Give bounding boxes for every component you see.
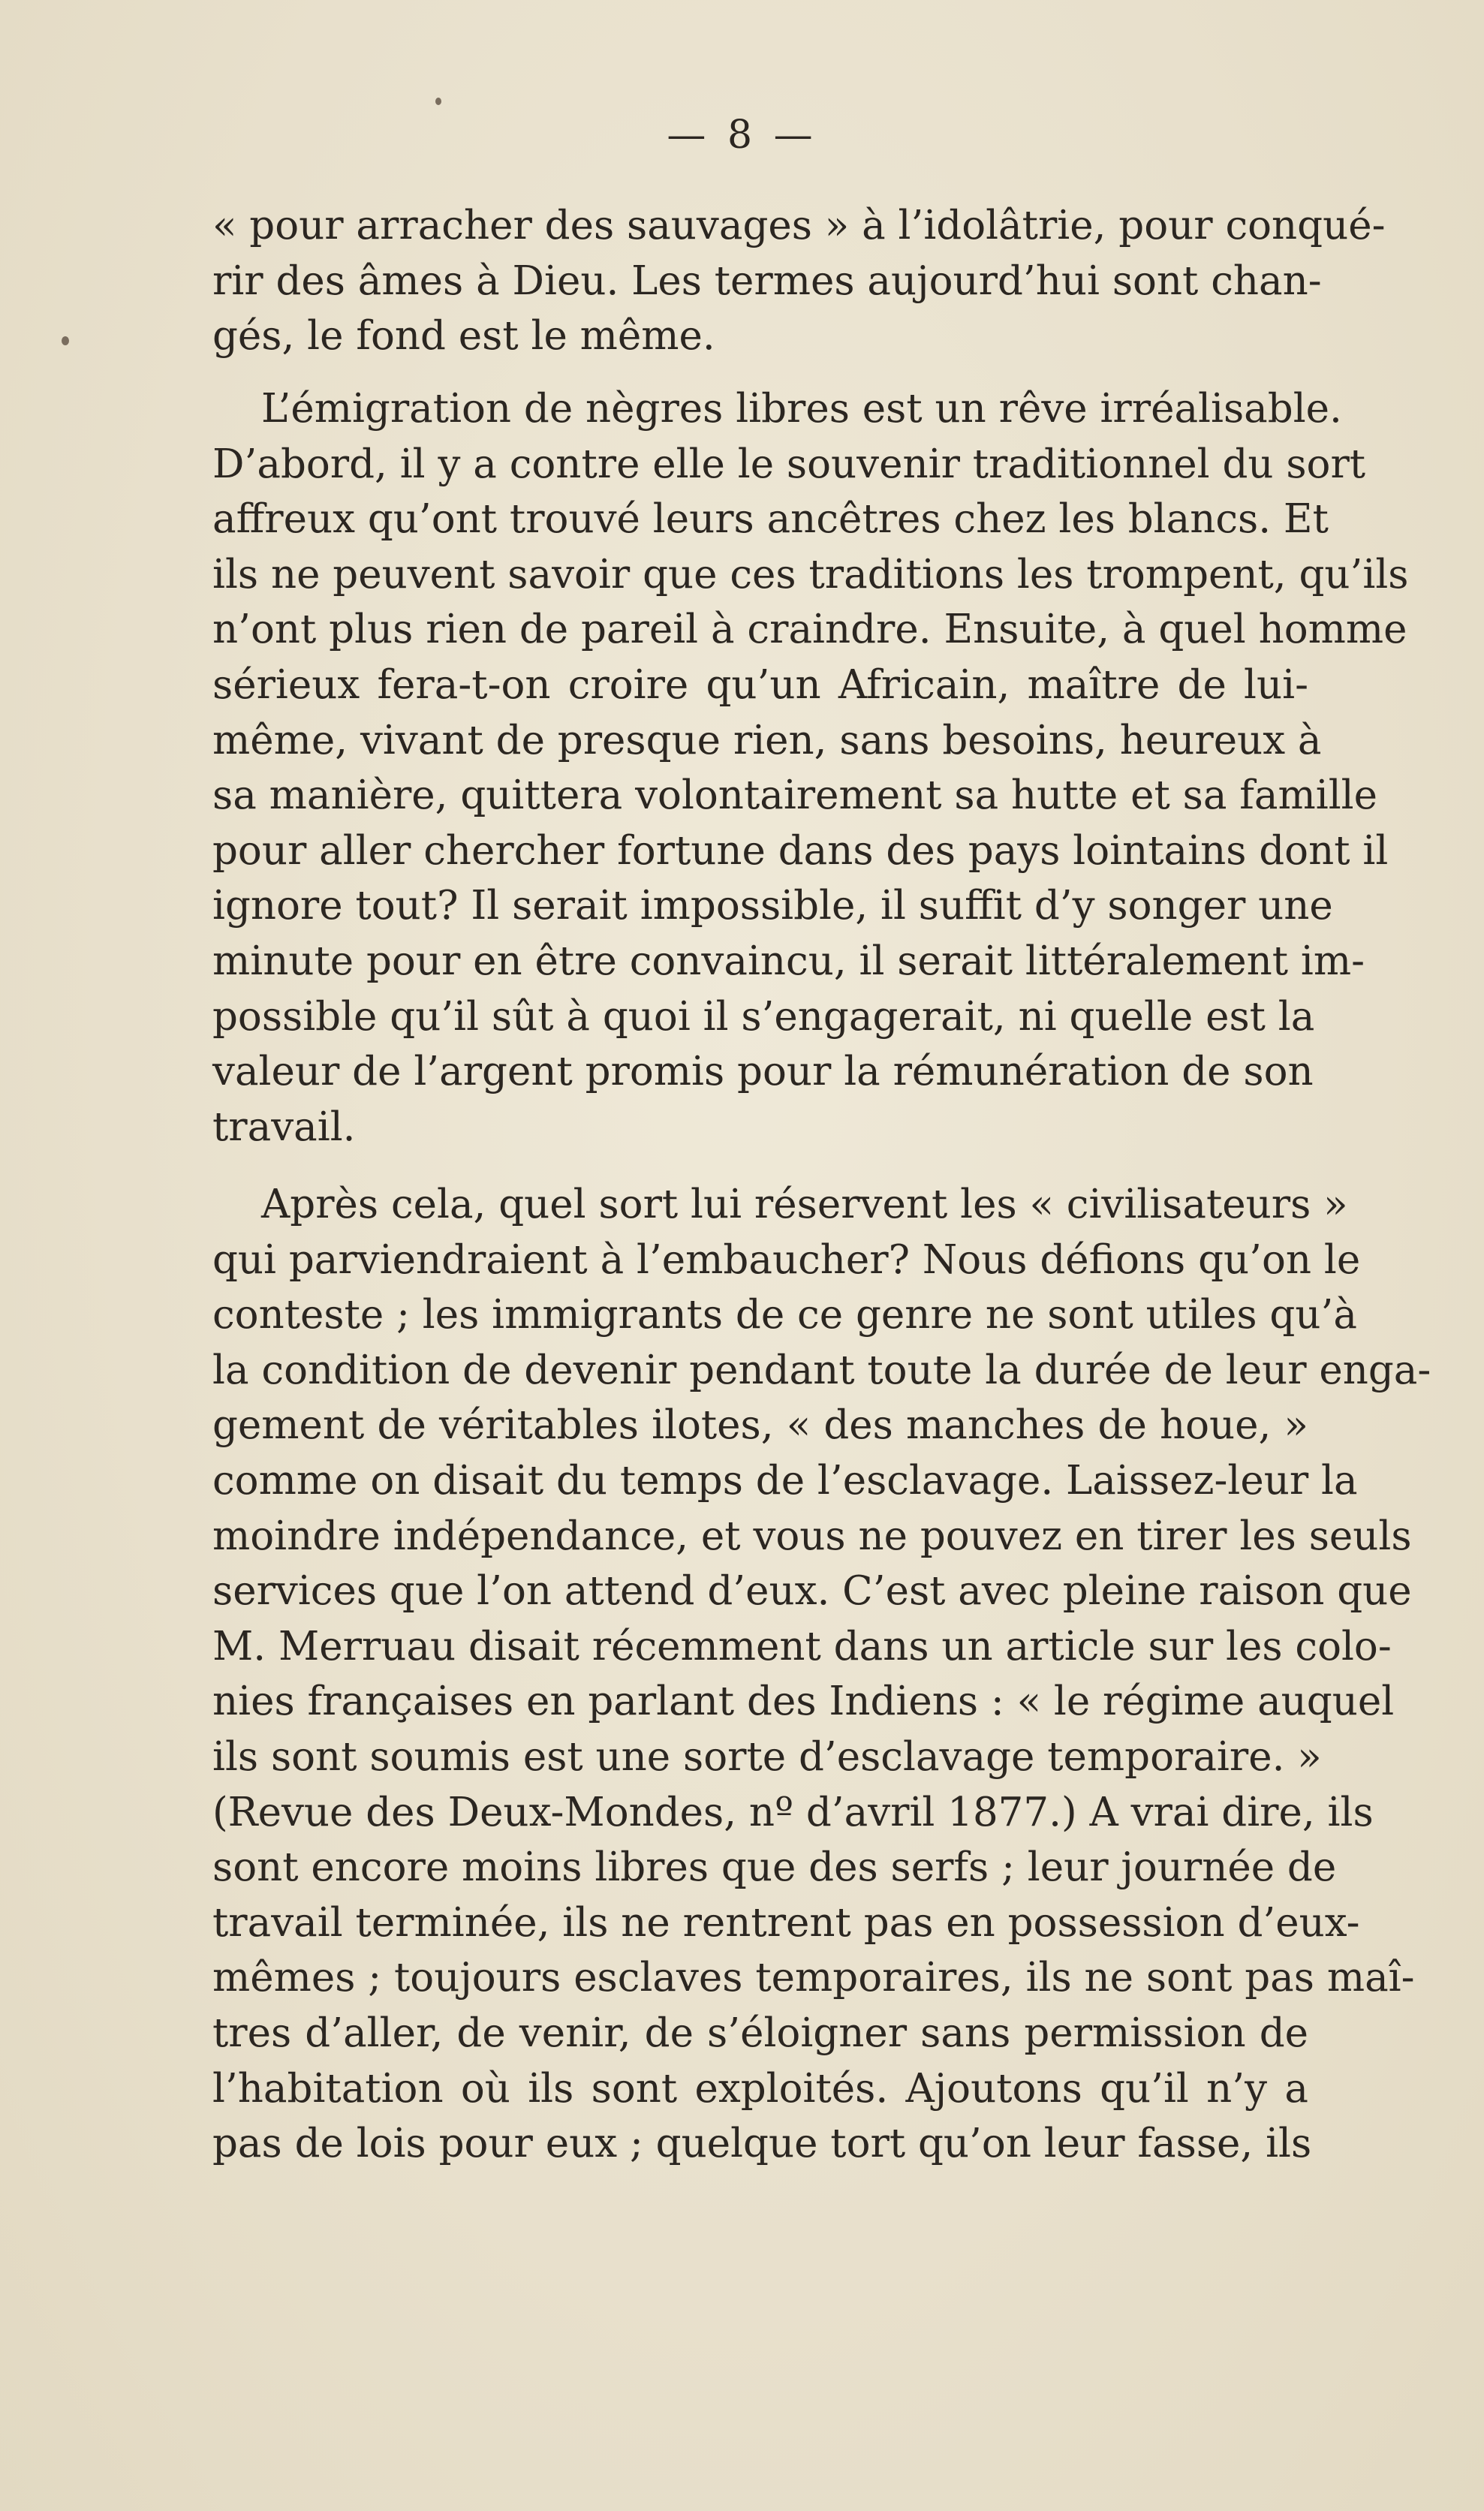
- text-line: n’ont plus rien de pareil à craindre. Ensuite, à quel homme: [212, 607, 1407, 653]
- text-line: même, vivant de presque rien, sans besoins, heureux à: [212, 717, 1322, 763]
- text-line: « pour arracher des sauvages » à l’idolâtrie, pour conqué-: [212, 203, 1386, 248]
- ink-speck: [62, 336, 69, 345]
- text-line: mêmes ; toujours esclaves temporaires, ils ne sont pas maî-: [212, 1955, 1415, 2001]
- text-line: comme on disait du temps de l’esclavage. Laissez-leur la: [212, 1457, 1358, 1504]
- paragraph-2: [212, 381, 1409, 1155]
- text-line: valeur de l’argent promis pour la rémunération de son: [212, 1049, 1314, 1095]
- text-line: Après cela, quel sort lui réservent les « civilisateurs »: [261, 1182, 1348, 1227]
- paragraph-1: [212, 198, 1386, 364]
- text-line: ils ne peuvent savoir que ces traditions les trompent, qu’ils: [212, 551, 1409, 598]
- text-line: rir des âmes à Dieu. Les termes aujourd’hui sont chan-: [212, 257, 1322, 304]
- text-line: pour aller chercher fortune dans des pays lointains dont il: [212, 827, 1389, 874]
- page-number: — 8 —: [667, 113, 817, 158]
- text-line: pas de lois pour eux ; quelque tort qu’on leur fasse, ils: [212, 2121, 1312, 2167]
- text-line: M. Merruau disait récemment dans un article sur les colo-: [212, 1623, 1392, 1669]
- ink-speck: [435, 98, 441, 105]
- paragraph-3: [212, 1177, 1431, 2172]
- text-line: possible qu’il sût à quoi il s’engagerait, ni quelle est la: [212, 993, 1315, 1040]
- text-line: sa manière, quittera volontairement sa hutte et sa famille: [212, 772, 1377, 819]
- text-line: l’habitation où ils sont exploités. Ajoutons qu’il n’y a: [212, 2065, 1308, 2112]
- text-line: travail terminée, ils ne rentrent pas en possession d’eux-: [212, 1899, 1360, 1946]
- text-line: gés, le fond est le même.: [212, 313, 715, 360]
- text-line: (Revue des Deux-Mondes, nº d’avril 1877.) A vrai dire, ils: [212, 1789, 1374, 1835]
- text-line: sont encore moins libres que des serfs ; leur journée de: [212, 1844, 1337, 1891]
- text-line: ils sont soumis est une sorte d’esclavage temporaire. »: [212, 1733, 1322, 1780]
- text-line: affreux qu’ont trouvé leurs ancêtres chez les blancs. Et: [212, 496, 1329, 543]
- text-line: L’émigration de nègres libres est un rêve irréalisable.: [261, 386, 1342, 432]
- text-line: travail.: [212, 1103, 356, 1150]
- text-line: services que l’on attend d’eux. C’est avec pleine raison que: [212, 1568, 1412, 1615]
- text-line: conteste ; les immigrants de ce genre ne sont utiles qu’à: [212, 1292, 1357, 1338]
- text-line: minute pour en être convaincu, il serait littéralement im-: [212, 938, 1365, 984]
- text-line: gement de véritables ilotes, « des manches de houe, »: [212, 1402, 1308, 1449]
- text-line: qui parviendraient à l’embaucher? Nous défions qu’on le: [212, 1236, 1361, 1283]
- text-line: sérieux fera-t-on croire qu’un Africain, maître de lui-: [212, 661, 1308, 708]
- text-line: moindre indépendance, et vous ne pouvez en tirer les seuls: [212, 1513, 1412, 1559]
- text-line: nies françaises en parlant des Indiens : « le régime auquel: [212, 1679, 1395, 1725]
- text-line: tres d’aller, de venir, de s’éloigner sans permission de: [212, 2010, 1308, 2056]
- text-line: la condition de devenir pendant toute la durée de leur enga-: [212, 1347, 1431, 1393]
- text-line: D’abord, il y a contre elle le souvenir traditionnel du sort: [212, 441, 1366, 487]
- text-line: ignore tout? Il serait impossible, il suffit d’y songer une: [212, 883, 1333, 929]
